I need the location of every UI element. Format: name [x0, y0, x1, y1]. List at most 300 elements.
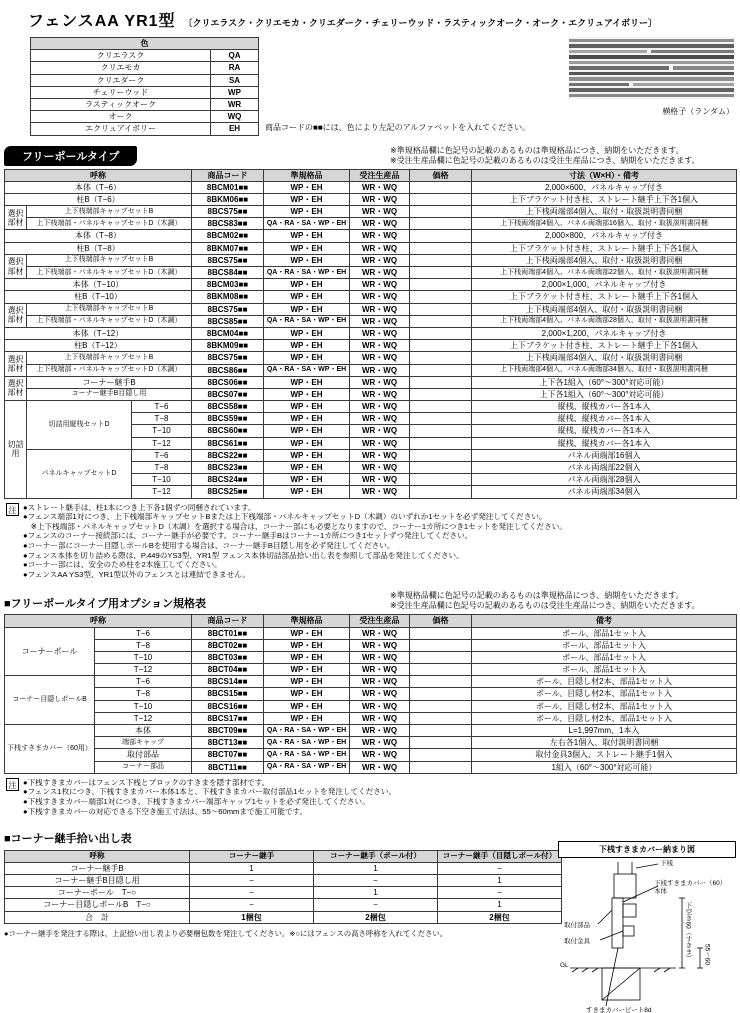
cell: WR・WQ — [350, 364, 410, 376]
cell: 8BCS61■■ — [192, 437, 264, 449]
cell — [410, 388, 472, 400]
cell: WP・EH — [264, 352, 350, 364]
cell: WR・WQ — [350, 486, 410, 498]
table-row — [5, 181, 737, 193]
cell: チェリーウッド — [31, 86, 211, 98]
corner-joint-table — [4, 850, 562, 924]
cell: WR・WQ — [350, 712, 410, 724]
color-table — [30, 37, 259, 136]
cell: 8BCM01■■ — [192, 181, 264, 193]
cell: 1組入（60°〜300°対応可能） — [472, 761, 737, 773]
freepole-notices — [390, 146, 736, 166]
page-header — [4, 6, 736, 37]
table-row — [5, 340, 737, 352]
cell: WR・WQ — [350, 401, 410, 413]
cell: T−10 — [95, 651, 192, 663]
cell: WR・WQ — [350, 627, 410, 639]
cell: 上下桟端部・パネルキャップセットD（木調） — [27, 364, 192, 376]
color-code-note: 商品コードの■■には、色により左記のアルファベットを入れてください。 — [265, 122, 531, 132]
cell: WR・WQ — [350, 218, 410, 230]
cell: WP・EH — [264, 474, 350, 486]
cell: − — [438, 887, 562, 899]
cell: コーナー部品 — [95, 761, 192, 773]
cell: 1梱包 — [190, 911, 314, 923]
cell: コーナーポール — [5, 627, 95, 676]
cell: T−12 — [95, 712, 192, 724]
cell: 8BCS17■■ — [192, 712, 264, 724]
cell: 柱B（T−12） — [5, 340, 192, 352]
cell: 下桟すきまカバー（60用） — [5, 725, 95, 774]
table-row — [5, 899, 562, 911]
cell: 上下桟両端部4個入、取付・取扱説明書同梱 — [472, 254, 737, 266]
cell: 上下桟端部・パネルキャップセットD（木調） — [27, 267, 192, 279]
header-cell: 準規格品 — [264, 615, 350, 627]
cell: 上下各1組入（60°〜300°対応可能） — [472, 376, 737, 388]
note-line: ●フェンス本体を切り詰める際は、P.449のYS3型、YR1型 フェンス本体切詰部品拾い出し表を参照して部品を発注してください。 — [23, 550, 464, 560]
cell: 上下桟両端部4個入、取付・取扱説明書同梱 — [472, 352, 737, 364]
cell: WR・WQ — [350, 254, 410, 266]
cell: WR・WQ — [350, 327, 410, 339]
cell — [410, 181, 472, 193]
table-row — [5, 737, 737, 749]
cell: WR・WQ — [350, 376, 410, 388]
cell: WR・WQ — [350, 688, 410, 700]
cell: 本体（T−6） — [5, 181, 192, 193]
cell: 上下ブラケット付き柱、ストレート継手上下各1個入 — [472, 291, 737, 303]
page-subtitle: 〔クリエラスク・クリエモカ・クリエダーク・チェリーウッド・ラスティックオーク・オーク・エクリュアイボリー〕 — [183, 18, 658, 28]
header-cell: 寸法（W×H）・備考 — [472, 169, 737, 181]
note-line: ※受注生産品欄に色記号の記載のあるものは受注生産品につき、納期をいただきます。 — [390, 155, 700, 165]
bracket-label: 取付金具 — [564, 938, 590, 945]
cell: WP・EH — [264, 639, 350, 651]
freepole-footnotes — [23, 503, 567, 580]
cell: 8BCT04■■ — [192, 664, 264, 676]
cell: EH — [211, 123, 259, 135]
cell — [410, 303, 472, 315]
header-cell: コーナー継手（目隠しポール付） — [438, 851, 562, 863]
cell: パネル両端部22個入 — [472, 462, 737, 474]
corner-section-title: ■コーナー継手拾い出し表 — [4, 833, 132, 846]
cell: WP・EH — [264, 230, 350, 242]
cell: WR・WQ — [350, 749, 410, 761]
cell: ポール、部品1セット入 — [472, 651, 737, 663]
cell: WP・EH — [264, 437, 350, 449]
cell: 8BCS25■■ — [192, 486, 264, 498]
cell: 上下ブラケット付き柱、ストレート継手上下各1個入 — [472, 193, 737, 205]
fence-caption: 横格子（ランダム） — [662, 107, 734, 116]
cell — [410, 474, 472, 486]
cell: 8BKM09■■ — [192, 340, 264, 352]
cell: 上下桟両端部4個入、パネル両端部28個入、取付・取扱説明書同梱 — [472, 315, 737, 327]
cell: WP・EH — [264, 413, 350, 425]
table-row — [31, 50, 259, 62]
cell: クリエラスク — [31, 50, 211, 62]
table-row — [5, 267, 737, 279]
table-row — [5, 218, 737, 230]
cell: WR・WQ — [350, 206, 410, 218]
cell — [410, 761, 472, 773]
header-cell: 呼称 — [5, 615, 192, 627]
page-title: フェンスAA YR1型 — [28, 13, 176, 30]
cell: T−12 — [95, 664, 192, 676]
cell: WP・EH — [264, 462, 350, 474]
cell: QA・RA・SA・WP・EH — [264, 267, 350, 279]
cell: 2梱包 — [438, 911, 562, 923]
cell: T−6 — [95, 676, 192, 688]
table-row — [5, 230, 737, 242]
cell: WP・EH — [264, 327, 350, 339]
cell: WP・EH — [264, 254, 350, 266]
note-line: ●フェンスAA YS3型、YR1型以外のフェンスとは連結できません。 — [23, 569, 250, 579]
cell — [410, 193, 472, 205]
cell: 上下桟端部・パネルキャップセットD（木調） — [27, 218, 192, 230]
cell: 上下桟両端部4個入、取付・取扱説明書同梱 — [472, 206, 737, 218]
cell: WP・EH — [264, 242, 350, 254]
option-spec-table — [4, 614, 737, 773]
cell: 8BKM08■■ — [192, 291, 264, 303]
table-row — [5, 376, 737, 388]
cell: 8BCT09■■ — [192, 725, 264, 737]
cell: 取付金具3個入、ストレート継手1個入 — [472, 749, 737, 761]
cell: RA — [211, 62, 259, 74]
table-row — [31, 111, 259, 123]
table-row — [5, 676, 737, 688]
option-footnotes — [23, 778, 396, 816]
cell: 8BCS75■■ — [192, 352, 264, 364]
cell — [410, 712, 472, 724]
table-row — [5, 761, 737, 773]
cell: WP・EH — [264, 401, 350, 413]
cell: WP・EH — [264, 206, 350, 218]
cell: L=1,997mm、1本入 — [472, 725, 737, 737]
cell: WP・EH — [264, 279, 350, 291]
cell: 選択部材 — [5, 303, 27, 327]
cell — [410, 401, 472, 413]
cell: 左右各1個入、取付説明書同梱 — [472, 737, 737, 749]
table-row — [31, 86, 259, 98]
cell: クリエモカ — [31, 62, 211, 74]
cell — [410, 352, 472, 364]
cell: 柱B（T−10） — [5, 291, 192, 303]
table-row — [5, 388, 737, 400]
cell: WR — [211, 98, 259, 110]
note-line: ※準規格品欄に色記号の記載のあるものは準規格品につき、納期をいただきます。 — [390, 591, 684, 601]
header-cell: 準規格品 — [264, 169, 350, 181]
cell: WP・EH — [264, 376, 350, 388]
cell: 8BCS85■■ — [192, 315, 264, 327]
note-line: ●フェンスのコーナー接続部には、コーナー継手が必要です。コーナー継手Bはコーナー1カ所につき1セットずつ発注してください。 — [23, 531, 473, 541]
table-row — [5, 303, 737, 315]
cover-piece-label: すきまカバーピート8d — [586, 1007, 652, 1013]
cell: WP・EH — [264, 425, 350, 437]
table-row — [5, 169, 737, 181]
parts-label: 取付部品 — [564, 922, 590, 929]
cell: WP・EH — [264, 712, 350, 724]
cell: WR・WQ — [350, 388, 410, 400]
cell: 8BKM06■■ — [192, 193, 264, 205]
table-row — [5, 242, 737, 254]
cell: ポール、目隠し材2本、部品1セット入 — [472, 688, 737, 700]
cell: 8BCT03■■ — [192, 651, 264, 663]
cell: 1 — [438, 899, 562, 911]
cell: 8BCM04■■ — [192, 327, 264, 339]
cell: 8BCS75■■ — [192, 254, 264, 266]
cell: 8BCS75■■ — [192, 206, 264, 218]
cell: 8BCS07■■ — [192, 388, 264, 400]
cell — [410, 486, 472, 498]
cell: ポール、部品1セット入 — [472, 639, 737, 651]
cell: WR・WQ — [350, 425, 410, 437]
cell: オーク — [31, 111, 211, 123]
table-row — [5, 700, 737, 712]
table-row — [31, 38, 259, 50]
cell: ポール、目隠し材2本、部品1セット入 — [472, 712, 737, 724]
note-marker: 注 — [6, 503, 19, 516]
note-marker: 注 — [6, 778, 19, 791]
cell: T−6 — [95, 627, 192, 639]
cell: − — [438, 862, 562, 874]
header-cell: 価格 — [410, 615, 472, 627]
cell: 8BCT02■■ — [192, 639, 264, 651]
cell: 8BCS22■■ — [192, 449, 264, 461]
cell: 8BCS84■■ — [192, 267, 264, 279]
note-line: ※上下桟端部・パネルキャップセットD（木調）を選択する場合は、コーナー部にも必要となりますので、コーナー1カ所につき1セットを発注してください。 — [23, 521, 567, 531]
cell: 上下各1組入（60°〜300°対応可能） — [472, 388, 737, 400]
cell: 2,000×800、パネルキャップ付き — [472, 230, 737, 242]
note-line: ●下桟すきまカバーの対応できる下空き施工寸法は、55〜60mmまで施工可能です。 — [23, 806, 308, 816]
cell: 上下桟端部キャップセットB — [27, 206, 192, 218]
note-line: ●コーナー部にコーナー目隠しポールBを使用する場合は、コーナー継手B目隠し用を必ず発注してください。 — [23, 540, 395, 550]
cell: 本体（T−12） — [5, 327, 192, 339]
cell: 上下ブラケット付き柱、ストレート継手上下各1個入 — [472, 242, 737, 254]
cell — [410, 725, 472, 737]
cell: 8BCS75■■ — [192, 303, 264, 315]
cell: 2梱包 — [314, 911, 438, 923]
cell: エクリュアイボリー — [31, 123, 211, 135]
cell — [410, 688, 472, 700]
table-row — [5, 875, 562, 887]
cell: WP・EH — [264, 449, 350, 461]
table-row — [5, 749, 737, 761]
cell: WP・EH — [264, 193, 350, 205]
cell — [410, 627, 472, 639]
cell: WR・WQ — [350, 279, 410, 291]
cell: 2,000×1,000、パネルキャップ付き — [472, 279, 737, 291]
fence-illustration — [566, 37, 736, 117]
table-row — [5, 315, 737, 327]
cell: 1 — [314, 887, 438, 899]
gap-dimension-label: 下空き60（すきま） — [684, 902, 692, 962]
cell: 上下桟端部・パネルキャップセットD（木調） — [27, 315, 192, 327]
note-line: ●下桟すきまカバーはフェンス下桟とブロックのすきまを隠す部材です。 — [23, 777, 270, 787]
cell — [410, 230, 472, 242]
table-row — [5, 862, 562, 874]
cell: T−6 — [132, 449, 192, 461]
option-notes — [4, 778, 736, 816]
header-cell: 呼称 — [5, 169, 192, 181]
cell: 8BCS60■■ — [192, 425, 264, 437]
cell: QA・RA・SA・WP・EH — [264, 749, 350, 761]
cell: WR・WQ — [350, 303, 410, 315]
cell: 縦桟、縦桟カバー各1本入 — [472, 437, 737, 449]
corner-section — [4, 830, 561, 939]
cell: 選択部材 — [5, 376, 27, 400]
cell: WP・EH — [264, 340, 350, 352]
table-row — [5, 206, 737, 218]
cell: 切詰用縦桟セットD — [27, 401, 132, 450]
cell — [410, 327, 472, 339]
cell: WR・WQ — [350, 700, 410, 712]
note-line: ※受注生産品欄に色記号の記載のあるものは受注生産品につき、納期をいただきます。 — [390, 601, 700, 611]
cell: WR・WQ — [350, 676, 410, 688]
gl-label: GL — [560, 962, 569, 969]
table-row — [5, 327, 737, 339]
cell — [410, 664, 472, 676]
cell: 上下桟両端部4個入、パネル両端部22個入、取付・取扱説明書同梱 — [472, 267, 737, 279]
table-row — [5, 352, 737, 364]
table-row — [5, 712, 737, 724]
cell — [410, 254, 472, 266]
cell: T−8 — [132, 413, 192, 425]
cell: WR・WQ — [350, 230, 410, 242]
note-line: ●コーナー部には、安全のため柱を2本施工してください。 — [23, 560, 222, 570]
cell — [410, 737, 472, 749]
table-row — [5, 449, 737, 461]
cell: 縦桟、縦桟カバー各1本入 — [472, 425, 737, 437]
cell: 8BCS86■■ — [192, 364, 264, 376]
table-row — [5, 887, 562, 899]
cell: 切詰用 — [5, 401, 27, 499]
table-row — [5, 279, 737, 291]
cell: WP・EH — [264, 388, 350, 400]
cell — [410, 376, 472, 388]
cell: 8BCT13■■ — [192, 737, 264, 749]
cell: WR・WQ — [350, 639, 410, 651]
cell: 8BCT01■■ — [192, 627, 264, 639]
cell: 1 — [190, 862, 314, 874]
color-section — [4, 37, 736, 136]
table-row — [5, 364, 737, 376]
corner-note: ●コーナー継手を発注する際は、上記拾い出し表より必要梱包数を発注してください。※○にはフェンスの高さ呼称を入れてください。 — [4, 928, 448, 938]
cell: 柱B（T−8） — [5, 242, 192, 254]
header-cell: 呼称 — [5, 851, 190, 863]
cell: コーナー継手B — [5, 862, 190, 874]
cell: クリエダーク — [31, 74, 211, 86]
header-cell: コーナー継手 — [190, 851, 314, 863]
option-heading-row — [4, 591, 736, 611]
cell: SA — [211, 74, 259, 86]
cell: 柱B（T−6） — [5, 193, 192, 205]
cell: 上下ブラケット付き柱、ストレート継手上下各1個入 — [472, 340, 737, 352]
cell: WR・WQ — [350, 737, 410, 749]
cell: 8BCS15■■ — [192, 688, 264, 700]
cell: 1 — [438, 875, 562, 887]
cell — [410, 700, 472, 712]
note-line: ●フェンス端部1対につき、上下桟端部キャップセットBまたは上下桟端部・パネルキャップセットD（木調）のいずれか1セットを必ず発注してください。 — [23, 512, 547, 522]
cell: WP・EH — [264, 651, 350, 663]
cell: T−12 — [132, 486, 192, 498]
freepole-spec-table — [4, 169, 737, 499]
table-row — [5, 193, 737, 205]
cell: WR・WQ — [350, 352, 410, 364]
cell: 上下桟端部キャップセットB — [27, 254, 192, 266]
cell: 上下桟端部キャップセットB — [27, 303, 192, 315]
cell — [410, 218, 472, 230]
freepole-notes — [4, 503, 736, 580]
header-cell: 色 — [31, 38, 259, 50]
table-row — [5, 911, 562, 923]
cell — [410, 364, 472, 376]
cell: WP・EH — [264, 664, 350, 676]
cell: QA・RA・SA・WP・EH — [264, 315, 350, 327]
table-row — [5, 615, 737, 627]
cell: 8BCS06■■ — [192, 376, 264, 388]
cell: 8BCT07■■ — [192, 749, 264, 761]
cell: 2,000×1,200、パネルキャップ付き — [472, 327, 737, 339]
header-cell: 価格 — [410, 169, 472, 181]
cover-installation-diagram — [558, 841, 736, 1013]
table-row — [5, 627, 737, 639]
cell: ポール、部品1セット入 — [472, 664, 737, 676]
cell: WR・WQ — [350, 267, 410, 279]
cell: 選択部材 — [5, 254, 27, 278]
cell: − — [314, 875, 438, 887]
cell — [410, 676, 472, 688]
cell — [410, 425, 472, 437]
cell — [410, 437, 472, 449]
cell: WP・EH — [264, 291, 350, 303]
cell — [410, 462, 472, 474]
cell: コーナーポール T−○ — [5, 887, 190, 899]
cell — [410, 291, 472, 303]
header-cell: コーナー継手（ポール付） — [314, 851, 438, 863]
cell: T−12 — [132, 437, 192, 449]
table-row — [5, 664, 737, 676]
cell: WR・WQ — [350, 413, 410, 425]
cell: 上下桟両端部4個入、取付・取扱説明書同梱 — [472, 303, 737, 315]
cell: 縦桟、縦桟カバー各1本入 — [472, 413, 737, 425]
cell: 選択部材 — [5, 206, 27, 230]
cell: コーナー目隠しポールB — [5, 676, 95, 725]
cell — [410, 279, 472, 291]
cell: QA・RA・SA・WP・EH — [264, 737, 350, 749]
header-cell: 受注生産品 — [350, 169, 410, 181]
cell: WP・EH — [264, 303, 350, 315]
cell: コーナー目隠しポールB T−○ — [5, 899, 190, 911]
option-notices — [390, 591, 736, 611]
table-row — [5, 639, 737, 651]
cell: WP — [211, 86, 259, 98]
cell — [410, 315, 472, 327]
cell: T−10 — [95, 700, 192, 712]
cell — [410, 340, 472, 352]
cell: パネル両端部28個入 — [472, 474, 737, 486]
cell: 選択部材 — [5, 352, 27, 376]
cell: T−10 — [132, 474, 192, 486]
cell: 1 — [314, 862, 438, 874]
table-row — [31, 62, 259, 74]
rail-label: 下桟 — [660, 860, 673, 867]
fence-slats-image — [569, 37, 734, 99]
cell — [410, 413, 472, 425]
note-line: ●フェンス1枚につき、下桟すきまカバー本体1本と、下桟すきまカバー取付部品1セットを発注してください。 — [23, 787, 397, 797]
table-row — [5, 851, 562, 863]
cell: コーナー継手B — [27, 376, 192, 388]
header-cell: 商品コード — [192, 169, 264, 181]
cell: 本体（T−8） — [5, 230, 192, 242]
cell: 8BCS24■■ — [192, 474, 264, 486]
cell: 8BCM03■■ — [192, 279, 264, 291]
